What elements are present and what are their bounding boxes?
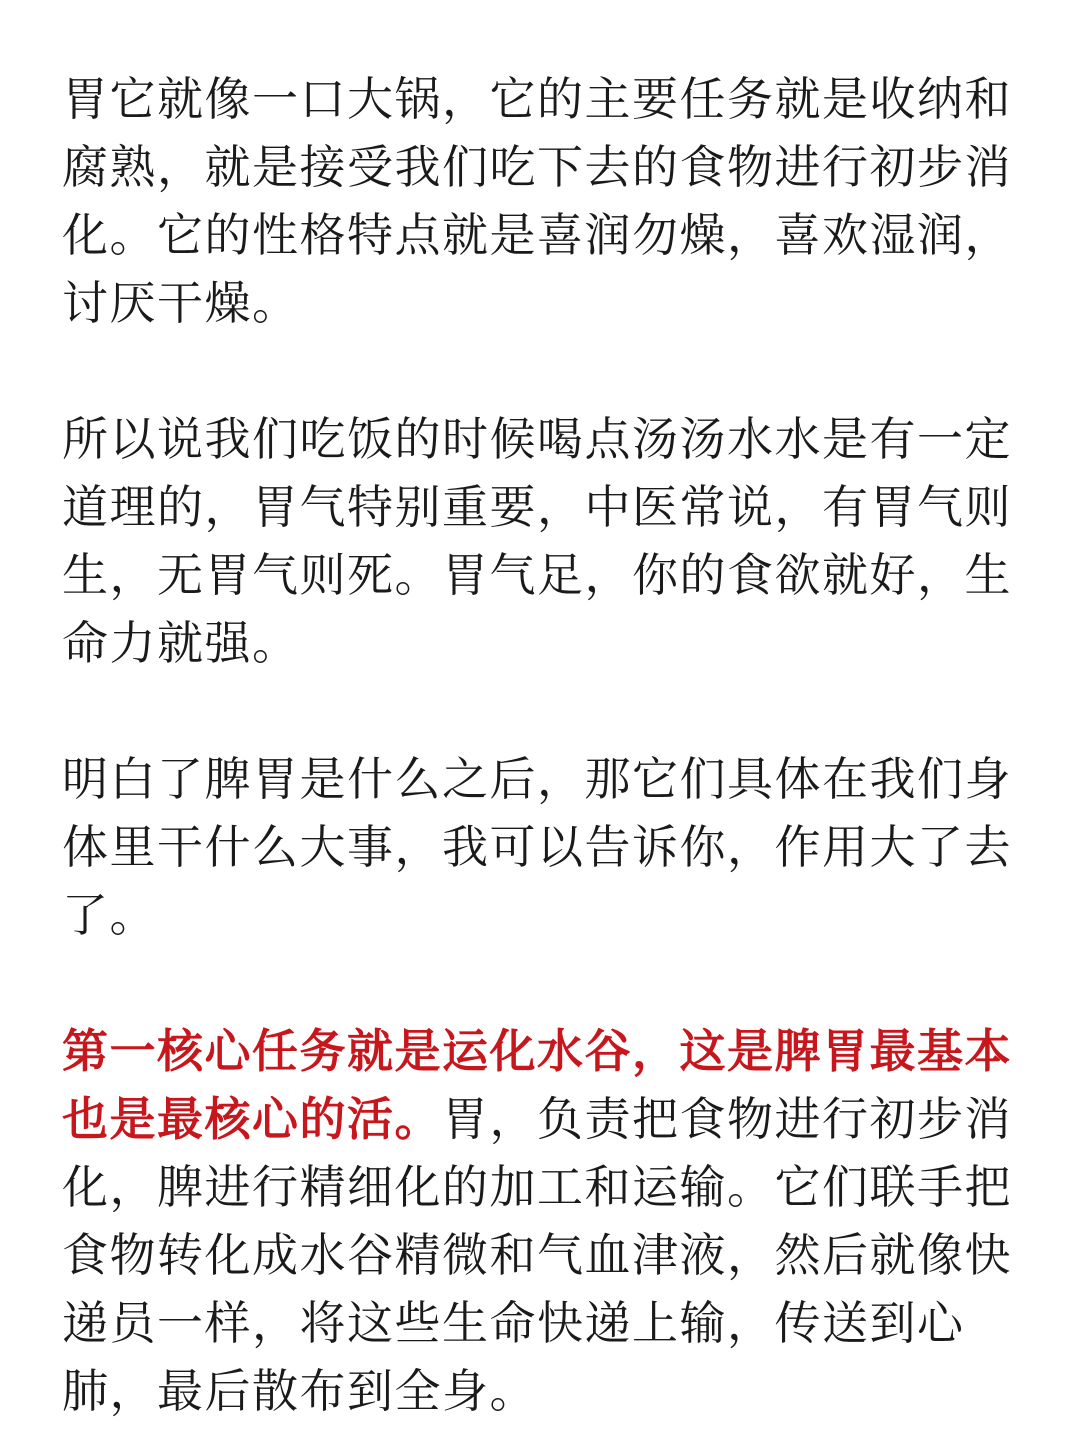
paragraph-stomach-function: 胃它就像一口大锅，它的主要任务就是收纳和腐熟，就是接受我们吃下去的食物进行初步消化。它的性格特点就是喜润勿燥，喜欢湿润，讨厌干燥。 xyxy=(62,72,1012,330)
paragraph-spleen-stomach-role: 明白了脾胃是什么之后，那它们具体在我们身体里干什么大事，我可以告诉你，作用大了去了。 xyxy=(62,752,1012,942)
article-body xyxy=(62,65,1032,1425)
paragraph-stomach-qi: 所以说我们吃饭的时候喝点汤汤水水是有一定道理的，胃气特别重要，中医常说，有胃气则生，无胃气则死。胃气足，你的食欲就好，生命力就强。 xyxy=(62,412,1012,670)
paragraph-core-task xyxy=(62,1017,1032,1425)
core-task-detail: 胃，负责把食物进行初步消化，脾进行精细化的加工和运输。它们联手把食物转化成水谷精微和气血津液，然后就像快递员一样，将这些生命快递上输，传送到心肺，最后散布到全身。 xyxy=(62,1092,1012,1418)
highlighted-core-task-sentence: 第一核心任务就是运化水谷，这是脾胃最基本也是最核心的活。 xyxy=(62,1024,1012,1146)
